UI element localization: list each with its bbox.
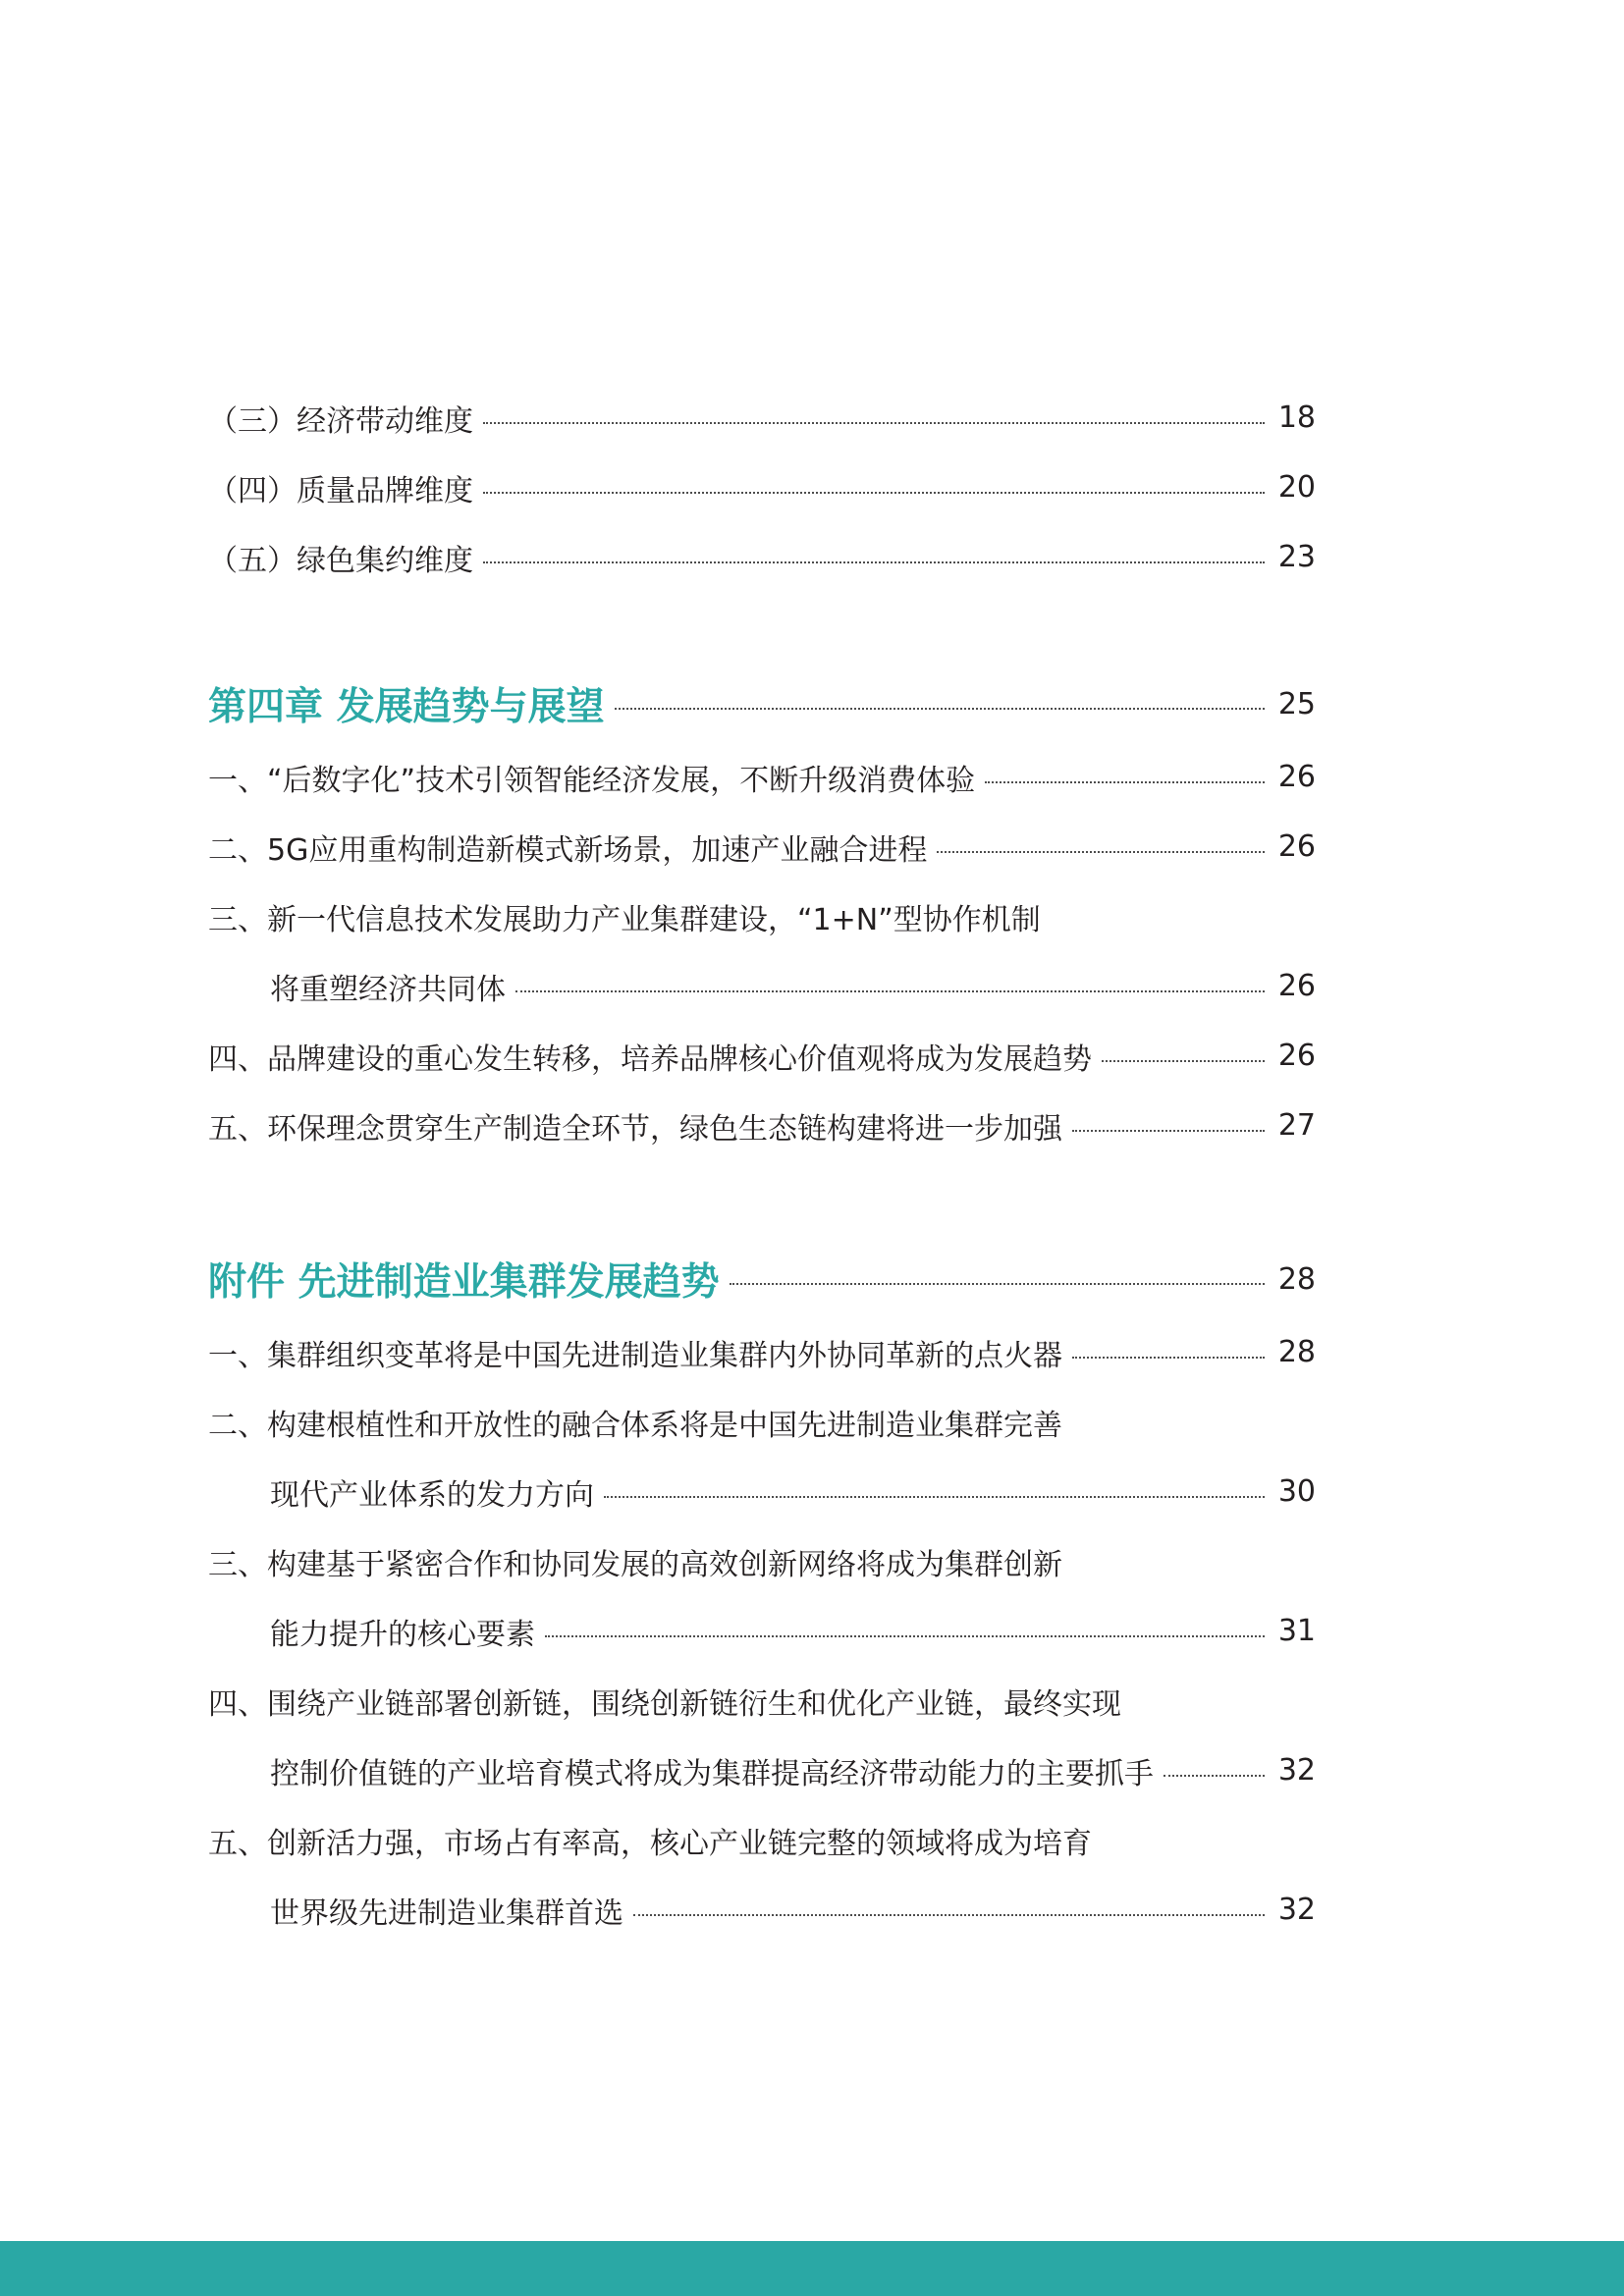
dot-leader (1072, 1357, 1265, 1359)
dot-leader (1102, 1060, 1265, 1062)
appendix-heading[interactable] (208, 1241, 1316, 1317)
toc-entry-page: 32 (1277, 1893, 1316, 1927)
dot-leader (615, 708, 1265, 710)
chapter-title: 第四章 发展趋势与展望 (208, 685, 605, 729)
toc-entry[interactable] (208, 1021, 1316, 1091)
toc-entry-continuation[interactable] (208, 1596, 1316, 1666)
toc-entry-label: 三、新一代信息技术发展助力产业集群建设，“1+N”型协作机制 (208, 902, 1041, 937)
toc-entry-page: 31 (1277, 1614, 1316, 1648)
toc-entry[interactable] (208, 1526, 1316, 1596)
toc-entry-page: 30 (1277, 1474, 1316, 1509)
toc-entry-label: 二、5G应用重构制造新模式新场景，加速产业融合进程 (208, 832, 928, 868)
dot-leader (985, 781, 1265, 783)
toc-entry-label: 将重塑经济共同体 (270, 972, 506, 1007)
dot-leader (1164, 1775, 1265, 1777)
toc-entry[interactable] (208, 742, 1316, 812)
toc-entry-label: 四、品牌建设的重心发生转移，培养品牌核心价值观将成为发展趋势 (208, 1041, 1092, 1077)
toc-entry-label: （四）质量品牌维度 (208, 473, 473, 508)
toc-entry[interactable] (208, 812, 1316, 881)
toc-entry-label: 现代产业体系的发力方向 (270, 1477, 594, 1513)
toc-entry-label: （五）绿色集约维度 (208, 543, 473, 578)
toc-entry[interactable] (208, 453, 1316, 522)
dot-leader (604, 1496, 1265, 1498)
toc-entry-page: 32 (1277, 1753, 1316, 1788)
toc-entry-continuation[interactable] (208, 1457, 1316, 1526)
chapter-page: 25 (1277, 686, 1316, 721)
toc-entry-continuation[interactable] (208, 1735, 1316, 1805)
dot-leader (515, 990, 1265, 992)
toc-entry-label: 一、集群组织变革将是中国先进制造业集群内外协同革新的点火器 (208, 1338, 1062, 1373)
toc-entry-page: 20 (1277, 470, 1316, 505)
toc-entry-page: 26 (1277, 1039, 1316, 1073)
toc-entry-page: 18 (1277, 400, 1316, 435)
toc-entry-page: 27 (1277, 1108, 1316, 1143)
toc-entry-label: （三）经济带动维度 (208, 403, 473, 439)
dot-leader (937, 851, 1265, 853)
toc-entry-page: 28 (1277, 1335, 1316, 1369)
toc-entry-page: 26 (1277, 969, 1316, 1003)
appendix-page: 28 (1277, 1261, 1316, 1297)
toc-entry-label: 能力提升的核心要素 (270, 1617, 535, 1652)
dot-leader (545, 1635, 1265, 1637)
dot-leader (483, 492, 1265, 494)
toc-entry-label: 五、创新活力强，市场占有率高，核心产业链完整的领域将成为培育 (208, 1826, 1092, 1861)
toc-entry[interactable] (208, 383, 1316, 453)
toc-entry-label: 一、“后数字化”技术引领智能经济发展，不断升级消费体验 (208, 763, 976, 798)
toc-entry-continuation[interactable] (208, 951, 1316, 1021)
toc-entry-page: 26 (1277, 829, 1316, 864)
toc-entry[interactable] (208, 881, 1316, 951)
dot-leader (1072, 1130, 1265, 1132)
dot-leader (633, 1914, 1265, 1916)
toc-entry-page: 23 (1277, 540, 1316, 574)
toc-entry[interactable] (208, 522, 1316, 592)
footer-band (0, 2241, 1624, 2296)
appendix-title: 附件 先进制造业集群发展趋势 (208, 1260, 720, 1305)
toc-entry-page: 26 (1277, 760, 1316, 794)
dot-leader (483, 422, 1265, 424)
toc-entry[interactable] (208, 1666, 1316, 1735)
chapter-heading-4[interactable] (208, 666, 1316, 742)
toc-entry-label: 四、围绕产业链部署创新链，围绕创新链衍生和优化产业链，最终实现 (208, 1686, 1121, 1722)
dot-leader (730, 1283, 1265, 1285)
toc-entry[interactable] (208, 1317, 1316, 1387)
dot-leader (483, 561, 1265, 563)
toc-entry-label: 五、环保理念贯穿生产制造全环节，绿色生态链构建将进一步加强 (208, 1111, 1062, 1147)
toc-entry-label: 世界级先进制造业集群首选 (270, 1896, 623, 1931)
toc-entry-label: 控制价值链的产业培育模式将成为集群提高经济带动能力的主要抓手 (270, 1756, 1154, 1791)
toc-entry-label: 三、构建基于紧密合作和协同发展的高效创新网络将成为集群创新 (208, 1547, 1062, 1582)
toc-entry-label: 二、构建根植性和开放性的融合体系将是中国先进制造业集群完善 (208, 1408, 1062, 1443)
toc-entry-continuation[interactable] (208, 1875, 1316, 1945)
table-of-contents (208, 383, 1316, 1945)
toc-entry[interactable] (208, 1387, 1316, 1457)
toc-entry[interactable] (208, 1805, 1316, 1875)
toc-entry[interactable] (208, 1091, 1316, 1160)
